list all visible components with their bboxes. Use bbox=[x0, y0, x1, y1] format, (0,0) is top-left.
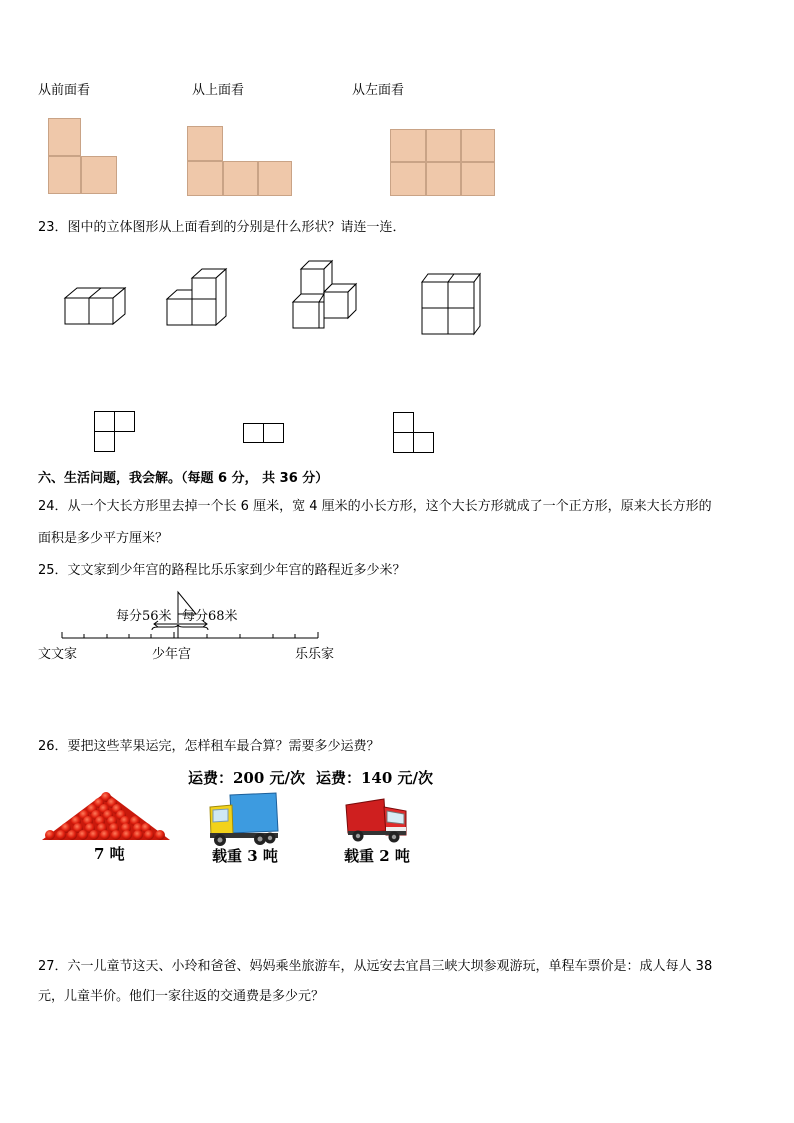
left-view-label: 从左面看 bbox=[352, 83, 405, 98]
shape-option-2 bbox=[243, 423, 287, 445]
question-26: 26．要把这些苹果运完，怎样租车最合算？需要多少运费？ bbox=[38, 739, 380, 754]
fee-truck-2t: 运费：140 元/次 bbox=[316, 769, 434, 787]
section-6-heading: 六、生活问题，我会解。（每题 6 分， 共 36 分） bbox=[38, 471, 329, 486]
truck-2t-image bbox=[344, 797, 410, 843]
place-youth-palace: 少年宫 bbox=[152, 647, 192, 662]
cube-figure-4 bbox=[420, 272, 485, 336]
apple-pile-image bbox=[40, 790, 172, 842]
cube-figure-1 bbox=[60, 280, 130, 330]
fee-truck-3t: 运费：200 元/次 bbox=[188, 769, 306, 787]
shape-option-3 bbox=[393, 412, 435, 455]
question-25: 25．文文家到少年宫的路程比乐乐家到少年宫的路程近多少米？ bbox=[38, 563, 406, 578]
front-view-label: 从前面看 bbox=[38, 83, 91, 98]
question-23: 23．图中的立体图形从上面看到的分别是什么形状？请连一连． bbox=[38, 220, 406, 235]
apples-weight: 7 吨 bbox=[94, 845, 125, 863]
question-24-line1: 24．从一个大长方形里去掉一个长 6 厘米，宽 4 厘米的小长方形，这个大长方形就成了一个正方形，原来大长方形的 bbox=[38, 499, 712, 514]
cube-figure-2 bbox=[164, 266, 234, 331]
question-24-line2: 面积是多少平方厘米？ bbox=[38, 531, 169, 546]
right-speed-label: 每分68米 bbox=[182, 609, 238, 624]
truck-3t-capacity: 载重 3 吨 bbox=[212, 847, 278, 865]
truck-2t-capacity: 载重 2 吨 bbox=[344, 847, 410, 865]
place-lele-home: 乐乐家 bbox=[295, 647, 335, 662]
left-speed-label: 每分56米 bbox=[116, 609, 172, 624]
cube-figure-3 bbox=[290, 260, 365, 332]
truck-3t-image bbox=[208, 793, 284, 847]
shape-option-1 bbox=[94, 411, 136, 455]
top-view-label: 从上面看 bbox=[192, 83, 245, 98]
question-27-line2: 元，儿童半价。他们一家往返的交通费是多少元？ bbox=[38, 989, 325, 1004]
place-wenwen-home: 文文家 bbox=[38, 647, 78, 662]
question-27-line1: 27．六一儿童节这天、小玲和爸爸、妈妈乘坐旅游车，从远安去宜昌三峡大坝参观游玩，单程车票价是：成人每人 38 bbox=[38, 959, 713, 974]
